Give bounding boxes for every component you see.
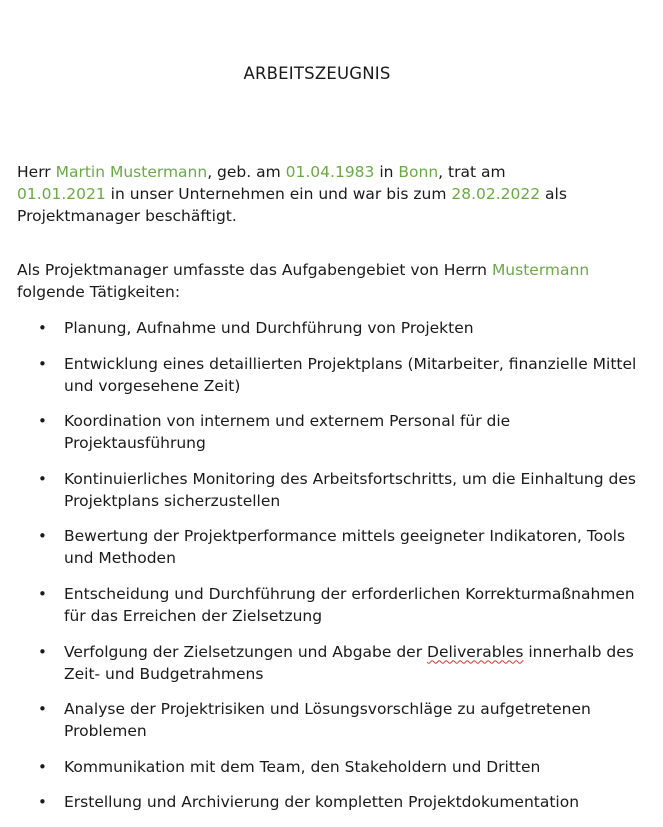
intro-text-3: in — [374, 163, 399, 181]
employee-name: Martin Mustermann — [55, 163, 208, 181]
birth-date: 01.04.1983 — [285, 163, 375, 181]
task-item — [0, 641, 640, 685]
intro-text-1: Herr — [17, 163, 56, 181]
intro-paragraph — [17, 161, 637, 227]
task-list — [0, 317, 640, 827]
task-item: • Entwicklung eines detaillierten Projektplans (Mitarbeiter, finanzielle Mittel und vorgesehene Zeit) — [0, 353, 640, 397]
document-title: ARBEITSZEUGNIS — [243, 64, 391, 83]
spellcheck-flagged-word[interactable]: Deliverables — [427, 642, 524, 661]
task-text-after: innerhalb des Zeit- und Budgetrahmens — [64, 642, 634, 683]
intro-text-5: in unser Unternehmen ein und war bis zum — [105, 185, 452, 203]
task-item: • Analyse der Projektrisiken und Lösungsvorschläge zu aufgetretenen Problemen — [0, 698, 640, 742]
intro-text-4: , trat am — [438, 163, 506, 181]
end-date: 28.02.2022 — [451, 185, 541, 203]
scope-text-1: Als Projektmanager umfasste das Aufgabengebiet von Herrn — [17, 261, 492, 279]
birth-place: Bonn — [398, 163, 439, 181]
task-item: • Erstellung und Archivierung der kompletten Projektdokumentation — [0, 791, 640, 813]
task-item: • Entscheidung und Durchführung der erforderlichen Korrekturmaßnahmen für das Erreichen der Zielsetzung — [0, 583, 640, 627]
intro-text-6: als Projektmanager beschäftigt. — [17, 185, 567, 225]
start-date: 01.01.2021 — [17, 185, 106, 203]
task-item: • Kommunikation mit dem Team, den Stakeholdern und Dritten — [0, 756, 640, 778]
task-item: • Kontinuierliches Monitoring des Arbeitsfortschritts, um die Einhaltung des Projektplans sicherzustellen — [0, 468, 640, 512]
task-item: • Bewertung der Projektperformance mittels geeigneter Indikatoren, Tools und Methoden — [0, 525, 640, 569]
task-item: • Planung, Aufnahme und Durchführung von Projekten — [0, 317, 640, 339]
intro-text-2: , geb. am — [207, 163, 286, 181]
task-item: • Koordination von internem und externem Personal für die Projektausführung — [0, 410, 640, 454]
scope-paragraph — [17, 259, 637, 303]
employee-surname: Mustermann — [491, 261, 590, 279]
task-text-before: Verfolgung der Zielsetzungen und Abgabe der — [64, 642, 428, 661]
scope-text-2: folgende Tätigkeiten: — [17, 283, 181, 301]
